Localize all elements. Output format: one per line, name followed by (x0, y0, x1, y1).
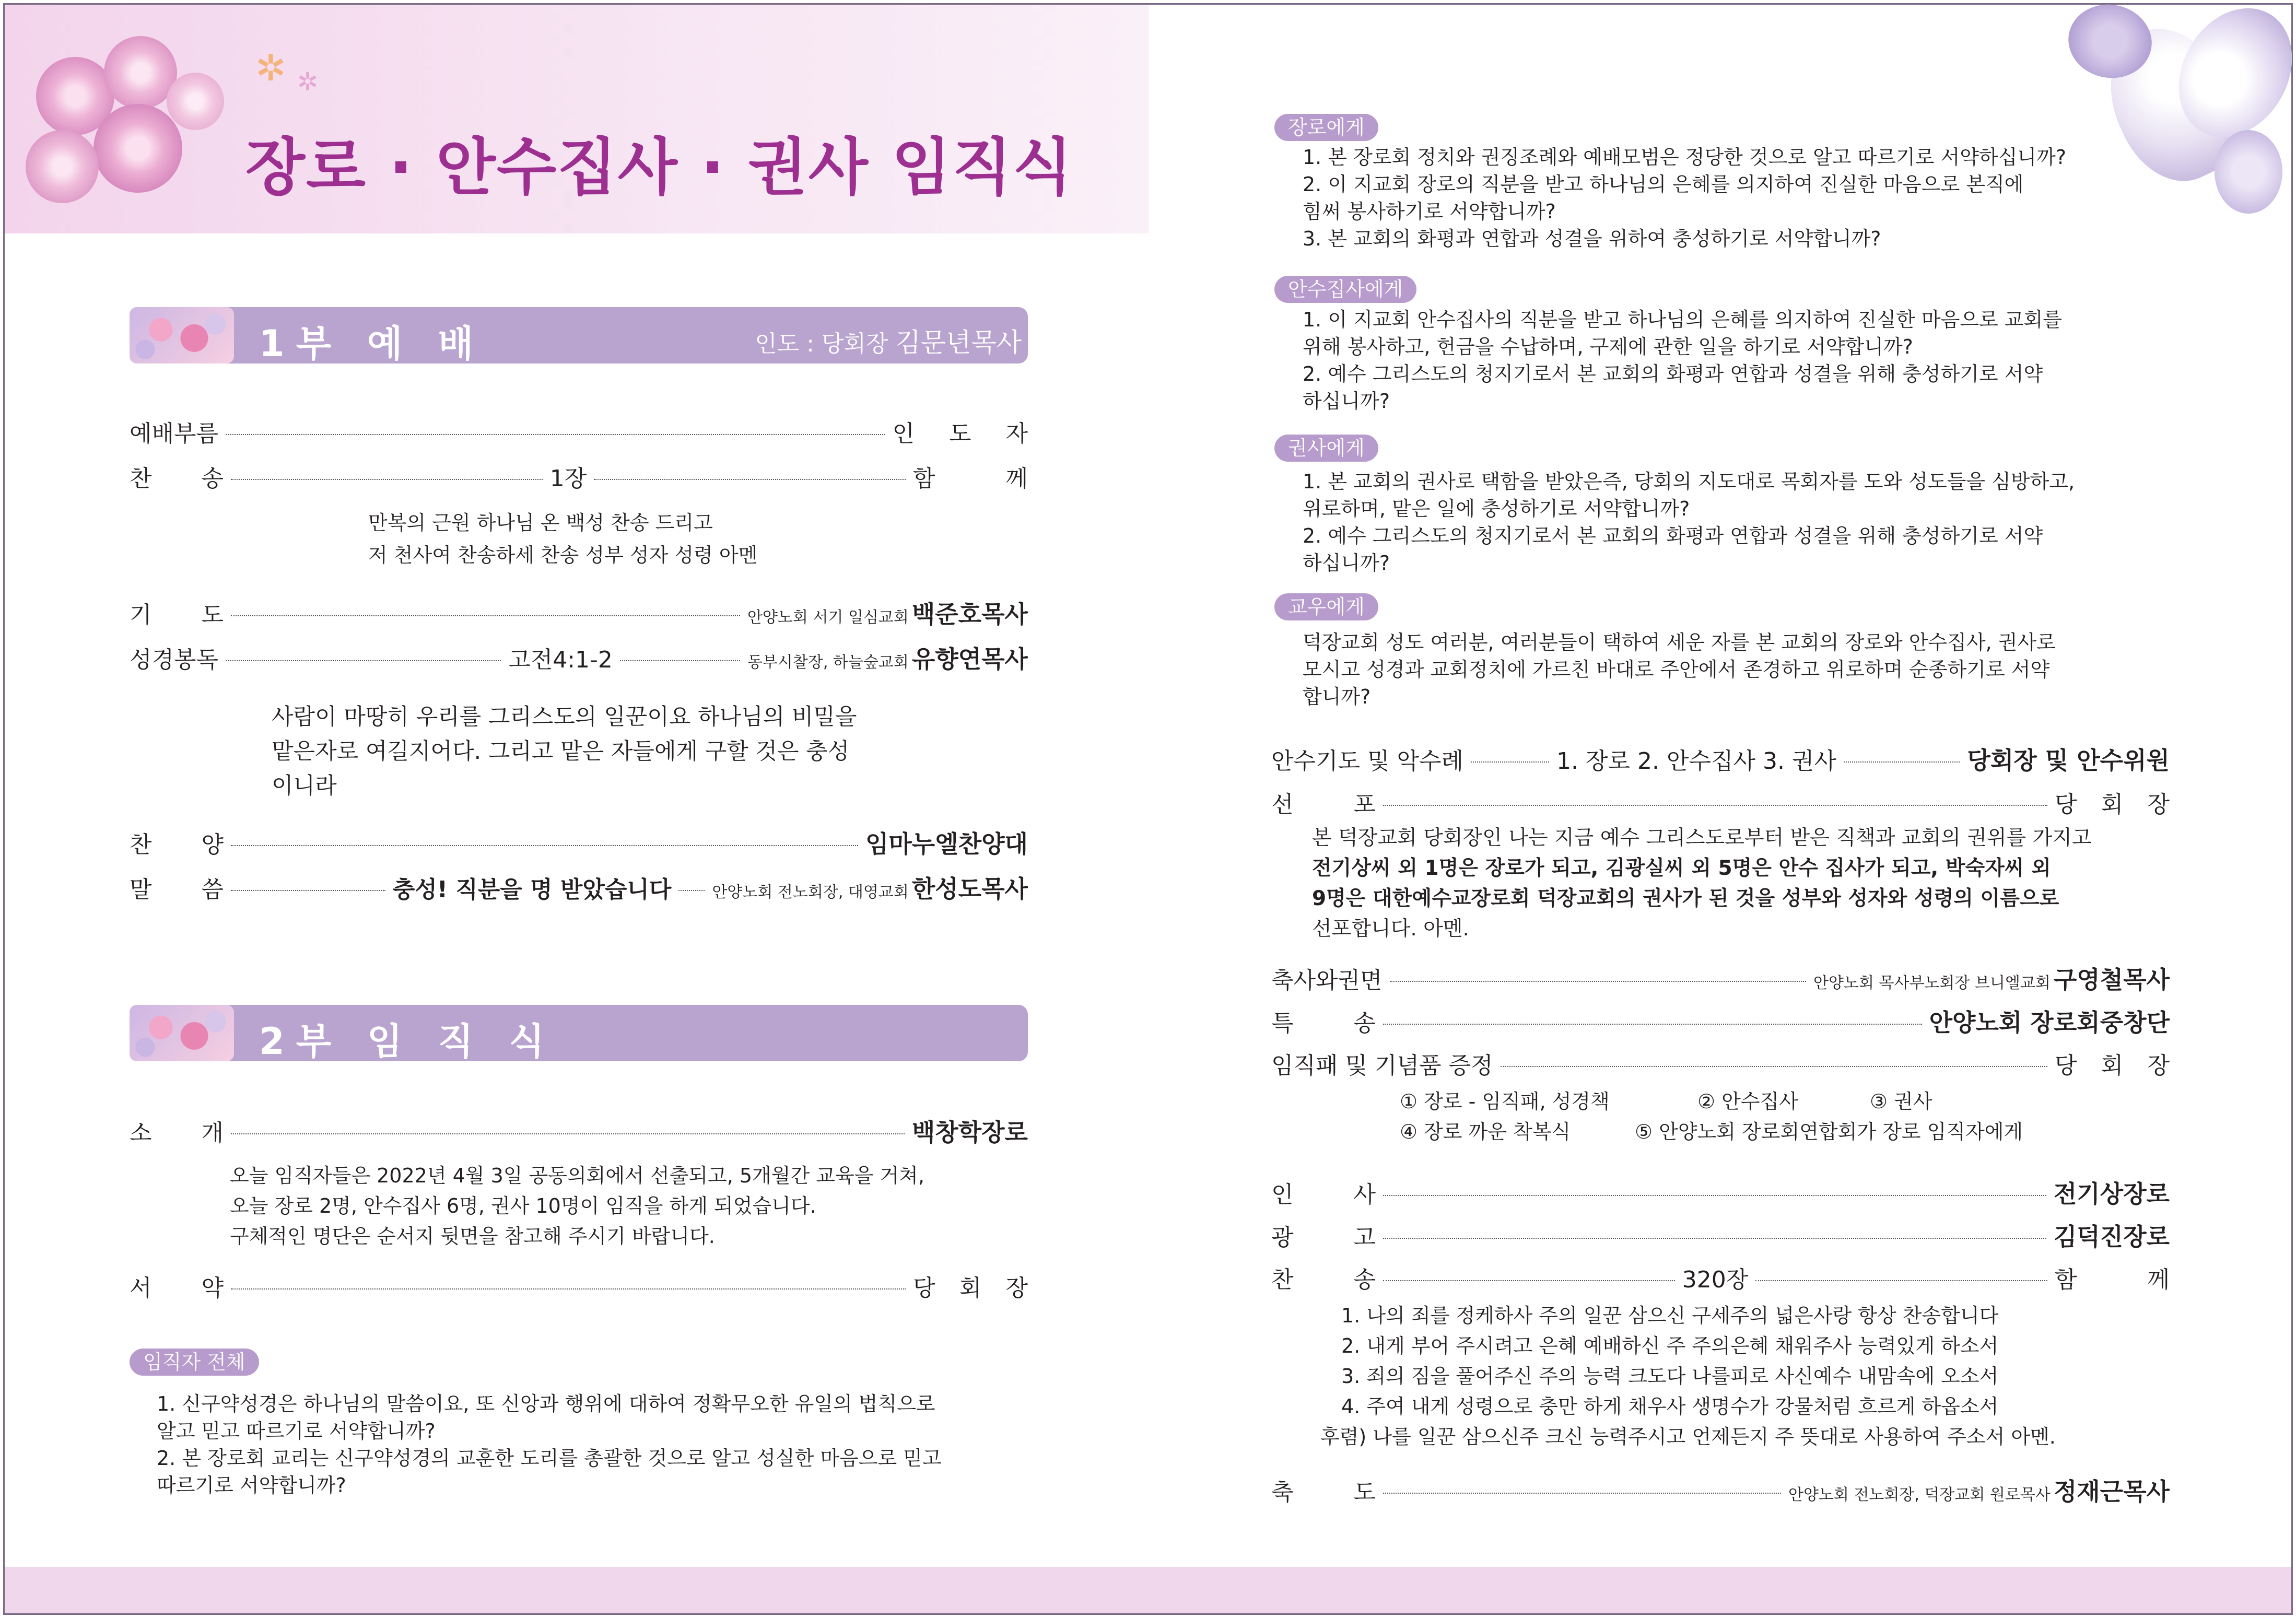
order-greeting: 인 사 전기상장로 (1271, 1180, 2170, 1208)
elder-vows: 1. 본 장로회 정치와 권징조례와 예배모범은 정당한 것으로 알고 따르기로 서약하십니까? 2. 이 지교회 장로의 직분을 받고 하나님의 은혜를 의지하여 진실한 마음으로 본직에 힘써 봉사하기로 서약합니까? 3. 본 교회의 화평과 연합과 성결을 위하여 충성하기로 서약합니까? (1303, 146, 2066, 250)
order-closing-hymn: 찬 송 320장 함 께 (1271, 1267, 2170, 1293)
rose-bouquet-decoration (15, 26, 235, 214)
order-worship-call: 예배부름 인 도 자 (130, 420, 1041, 447)
flower-thumbnail (130, 307, 234, 364)
introduction-text: 오늘 임직자들은 2022년 4월 3일 공동의회에서 선출되고, 5개월간 교육을 거쳐, 오늘 장로 2명, 안수집사 6명, 권사 10명이 임직을 하게 되었습니다. 구체적인 명단은 순서지 뒷면을 참고해 주시기 바랍니다. (230, 1164, 924, 1248)
sparkle-decoration: ✲ (297, 67, 319, 97)
order-benediction: 축 도 안양노회 전노회장, 덕장교회 원로목사 정재근목사 (1271, 1478, 2170, 1506)
order-ordination-prayer: 안수기도 및 악수례 1. 장로 2. 안수집사 3. 권사 당회장 및 안수위원 (1271, 746, 2170, 775)
all-ordinands-pill: 임직자 전체 (130, 1349, 259, 1376)
part2-title: 2부 임 직 식 (259, 1020, 556, 1063)
order-announcements: 광 고 김덕진장로 (1271, 1223, 2170, 1251)
order-vow: 서 약 당 회 장 (130, 1275, 1028, 1302)
order-congratulations: 축사와권면 안양노회 목사부노회장 브니엘교회 구영철목사 (1271, 966, 2170, 994)
order-sermon: 말 씀 충성! 직분을 명 받았습니다 안양노회 전노회장, 대영교회 한성도목사 (130, 875, 1028, 903)
deacon-vows: 1. 이 지교회 안수집사의 직분을 받고 하나님의 은혜를 의지하여 진실한 마음으로 교회를 위해 봉사하고, 헌금을 수납하며, 구제에 관한 일을 하기로 서약합니까? 2. 예수 그리스도의 청지기로서 본 교회의 화평과 연합과 성결을 위해 충성하기로 서약 하십니까? (1303, 308, 2062, 413)
order-special-song: 특 송 안양노회 장로회중창단 (1271, 1009, 2170, 1037)
order-prayer: 기 도 안양노회 서기 일심교회 백준호목사 (130, 600, 1028, 628)
part2-header-bar (130, 1005, 1028, 1061)
hymn1-lyrics: 만복의 근원 하나님 온 백성 찬송 드리고 저 천사여 찬송하세 찬송 성부 성자 성령 아멘 (368, 511, 758, 567)
order-plaque-presentation: 임직패 및 기념품 증정 당 회 장 (1271, 1052, 2170, 1079)
kwonsa-pill: 권사에게 (1274, 435, 1378, 462)
all-ordinands-vows: 1. 신구약성경은 하나님의 말씀이요, 또 신앙과 행위에 대하여 정확무오한 유일의 법칙으로 알고 믿고 따르기로 서약합니까? 2. 본 장로회 교리는 신구약성경의 교훈한 도리를 총괄한 것으로 알고 성실한 마음으로 믿고 따르기로 서약합니까? (157, 1392, 942, 1497)
part1-title: 1부 예 배 (259, 322, 485, 365)
congregation-vow: 덕장교회 성도 여러분, 여러분들이 택하여 세운 자를 본 교회의 장로와 안수집사, 권사로 모시고 성경과 교회정치에 가르친 바대로 주안에서 존경하고 위로하며 순종하기로 서약 합니까? (1303, 631, 2056, 708)
deacon-pill: 안수집사에게 (1274, 276, 1416, 303)
order-proclamation: 선 포 당 회 장 (1271, 791, 2170, 818)
order-anthem: 찬 양 임마누엘찬양대 (130, 830, 1028, 858)
part1-leader: 인도 : 당회장 김문년목사 (755, 327, 1022, 358)
footer-band (5, 1567, 2291, 1613)
part1-header-bar (130, 307, 1028, 364)
hymn320-lyrics: 1. 나의 죄를 정케하사 주의 일꾼 삼으신 구세주의 넓은사랑 항상 찬송합니다 2. 내게 부어 주시려고 은혜 예배하신 주 주의은혜 채워주사 능력있게 하소서 3. 죄의 짐을 풀어주신 주의 능력 크도다 나를피로 사신예수 내맘속에 오소서 4. 주여 내게 성령으로 충만 하게 채우사 생명수가 강물처럼 흐르게 하옵소서 후렴) 나를 일꾼 삼으신주 크신 능력주시고 언제든지 주 뜻대로 사용하여 주소서 아멘. (1320, 1304, 2056, 1448)
kwonsa-vows: 1. 본 교회의 권사로 택함을 받았은즉, 당회의 지도대로 목회자를 도와 성도들을 심방하고, 위로하며, 맡은 일에 충성하기로 서약합니까? 2. 예수 그리스도의 청지기로서 본 교회의 화평과 연합과 성결을 위해 충성하기로 서약 하십니까? (1303, 470, 2075, 574)
leader-dots (226, 434, 885, 435)
flower-thumbnail (130, 1005, 234, 1061)
order-introduction: 소 개 백창학장로 (130, 1118, 1028, 1146)
sparkle-decoration: ✲ (255, 46, 286, 89)
order-scripture-reading: 성경봉독 고전4:1-2 동부시찰장, 하늘숲교회 유향연목사 (130, 645, 1028, 673)
elder-pill: 장로에게 (1274, 114, 1378, 141)
lily-decoration (2058, 5, 2291, 224)
page-title: 장로 · 안수집사 · 권사 임직식 (245, 131, 1073, 203)
order-hymn: 찬 송 1장 함 께 (130, 465, 1028, 492)
proclamation-text: 본 덕장교회 당회장인 나는 지금 예수 그리스도로부터 받은 직책과 교회의 권위를 가지고 전기상씨 외 1명은 장로가 되고, 김광실씨 외 5명은 안수 집사가 되고, 박숙자씨 외 9명은 대한예수교장로회 덕장교회의 권사가 된 것을 성부와 성자와 성령의 이름으로 선포합니다. 아멘. (1312, 826, 2092, 941)
congregation-pill: 교우에게 (1274, 593, 1378, 620)
plaque-items: ① 장로 - 임직패, 성경책 ② 안수집사 ③ 권사 ④ 장로 까운 착복식 ⑤ 안양노회 장로회연합회가 장로 임직자에게 (1400, 1090, 2023, 1143)
scripture-text: 사람이 마땅히 우리를 그리스도의 일꾼이요 하나님의 비밀을 맡은자로 여길지어다. 그리고 맡은 자들에게 구할 것은 충성 이니라 (272, 704, 857, 799)
